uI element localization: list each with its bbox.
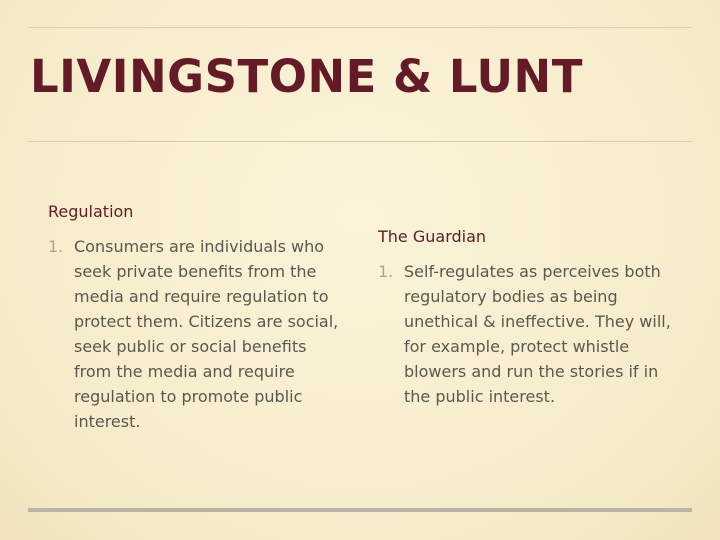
slide-title: LIVINGSTONE & LUNT: [30, 50, 583, 103]
text-line: interest.: [74, 412, 141, 431]
text-line: Consumers are individuals who: [74, 237, 325, 256]
text-line: for example, protect whistle: [404, 337, 630, 356]
text-line: seek private benefits from the: [74, 262, 317, 281]
text-line: seek public or social benefits: [74, 337, 307, 356]
left-list-text: [74, 234, 338, 434]
top-divider: [28, 27, 692, 28]
left-list-item: [48, 234, 368, 434]
bottom-divider: [28, 508, 692, 512]
text-line: the public interest.: [404, 387, 556, 406]
left-column: [48, 202, 368, 434]
right-list-text: [404, 259, 671, 409]
title-divider: [28, 141, 692, 142]
text-line: blowers and run the stories if in: [404, 362, 659, 381]
right-list-number: 1.: [378, 262, 394, 281]
right-list-item: [378, 259, 698, 409]
text-line: Self-regulates as perceives both: [404, 262, 661, 281]
left-list-number: 1.: [48, 237, 64, 256]
text-line: regulation to promote public: [74, 387, 303, 406]
text-line: from the media and require: [74, 362, 295, 381]
text-line: protect them. Citizens are social,: [74, 312, 339, 331]
text-line: regulatory bodies as being: [404, 287, 618, 306]
right-column: [378, 227, 698, 409]
left-column-heading: Regulation: [48, 202, 134, 221]
text-line: media and require regulation to: [74, 287, 329, 306]
text-line: unethical & ineffective. They will,: [404, 312, 671, 331]
right-column-heading: The Guardian: [378, 227, 487, 246]
